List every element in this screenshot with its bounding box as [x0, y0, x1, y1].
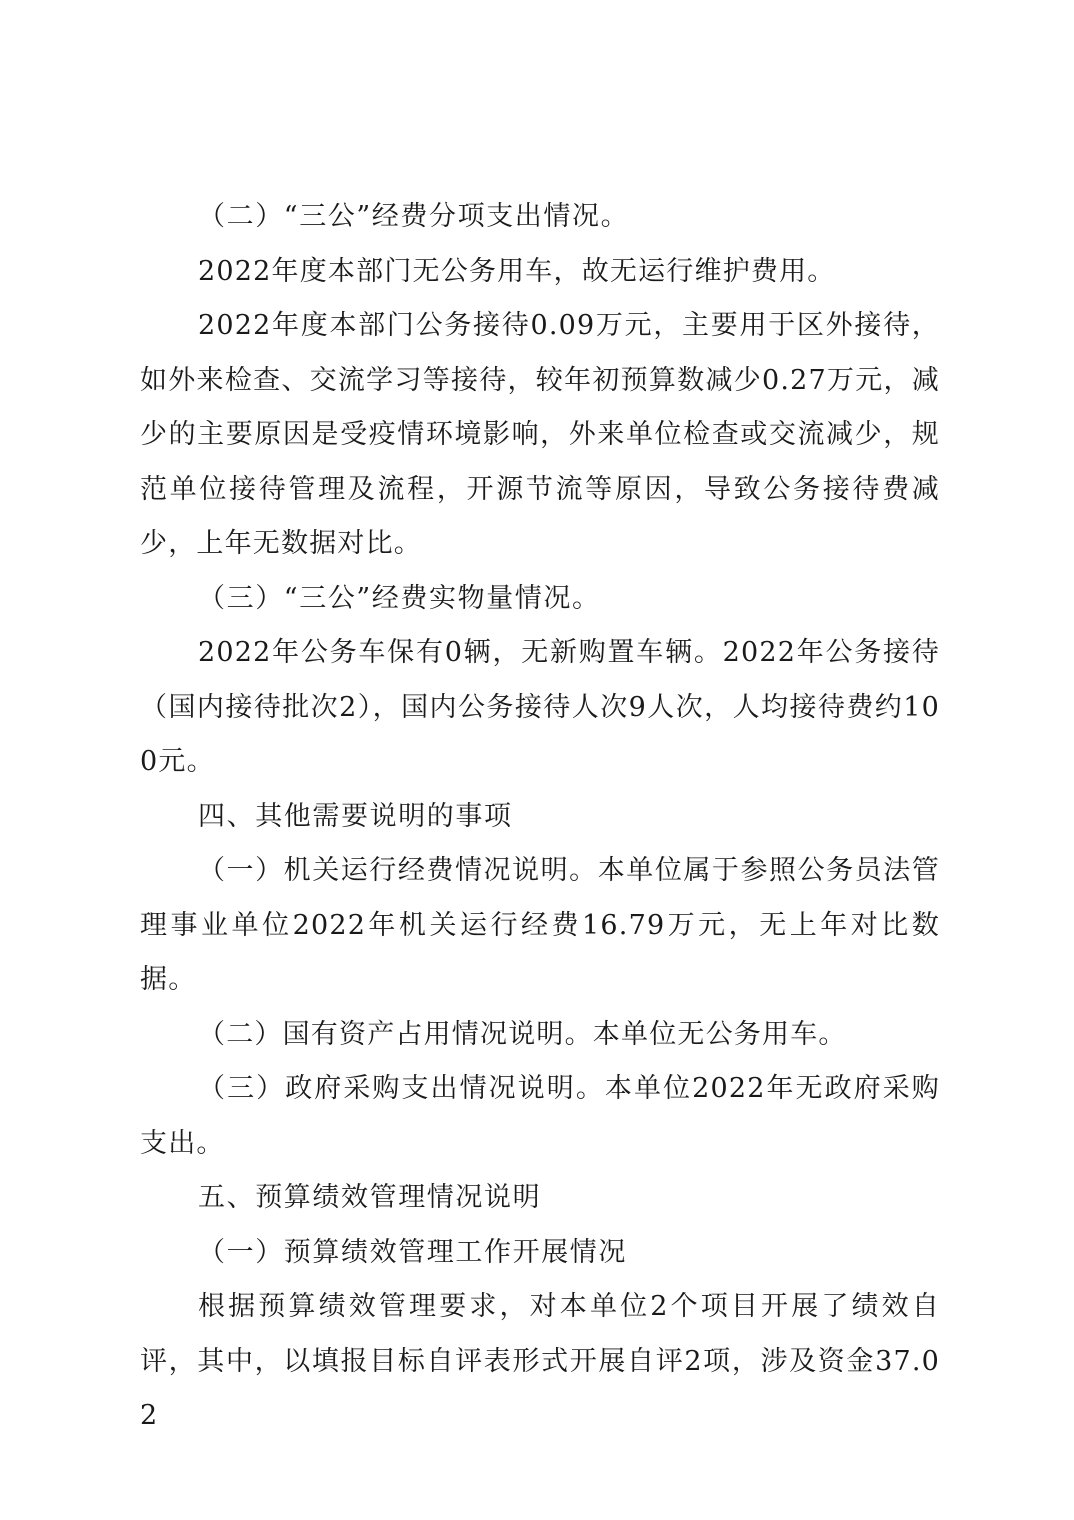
section-heading-physical-quantity: （三）“三公”经费实物量情况。 [198, 582, 601, 614]
document-page [140, 190, 940, 1444]
paragraph-vehicle-count: 2022年公务车保有0辆，无新购置车辆。2022年公务接待（国内接待批次2），国内公务接待人次9人次，人均接待费约100元。 [140, 637, 940, 777]
paragraph-performance-self-evaluation: 根据预算绩效管理要求，对本单位2个项目开展了绩效自评，其中，以填报目标自评表形式开展自评2项，涉及资金37.02 [140, 1291, 940, 1431]
paragraph-reception: 2022年度本部门公务接待0.09万元，主要用于区外接待，如外来检查、交流学习等接待，较年初预算数减少0.27万元，减少的主要原因是受疫情环境影响，外来单位检查或交流减少，规范单位接待管理及流程，开源节流等原因，导致公务接待费减少，上年无数据对比。 [140, 310, 940, 559]
paragraph-operating-expenses: （一）机关运行经费情况说明。本单位属于参照公务员法管理事业单位2022年机关运行经费16.79万元，无上年对比数据。 [140, 855, 940, 995]
paragraph-vehicle: 2022年度本部门无公务用车，故无运行维护费用。 [198, 255, 836, 287]
section-heading-three-public-breakdown: （二）“三公”经费分项支出情况。 [198, 201, 630, 232]
paragraph-state-assets: （二）国有资产占用情况说明。本单位无公务用车。 [198, 1018, 847, 1050]
paragraph-government-procurement: （三）政府采购支出情况说明。本单位2022年无政府采购支出。 [140, 1073, 940, 1159]
section-heading-performance: 五、预算绩效管理情况说明 [198, 1182, 542, 1213]
section-heading-other-matters: 四、其他需要说明的事项 [198, 800, 513, 832]
section-heading-performance-work: （一）预算绩效管理工作开展情况 [198, 1236, 627, 1268]
